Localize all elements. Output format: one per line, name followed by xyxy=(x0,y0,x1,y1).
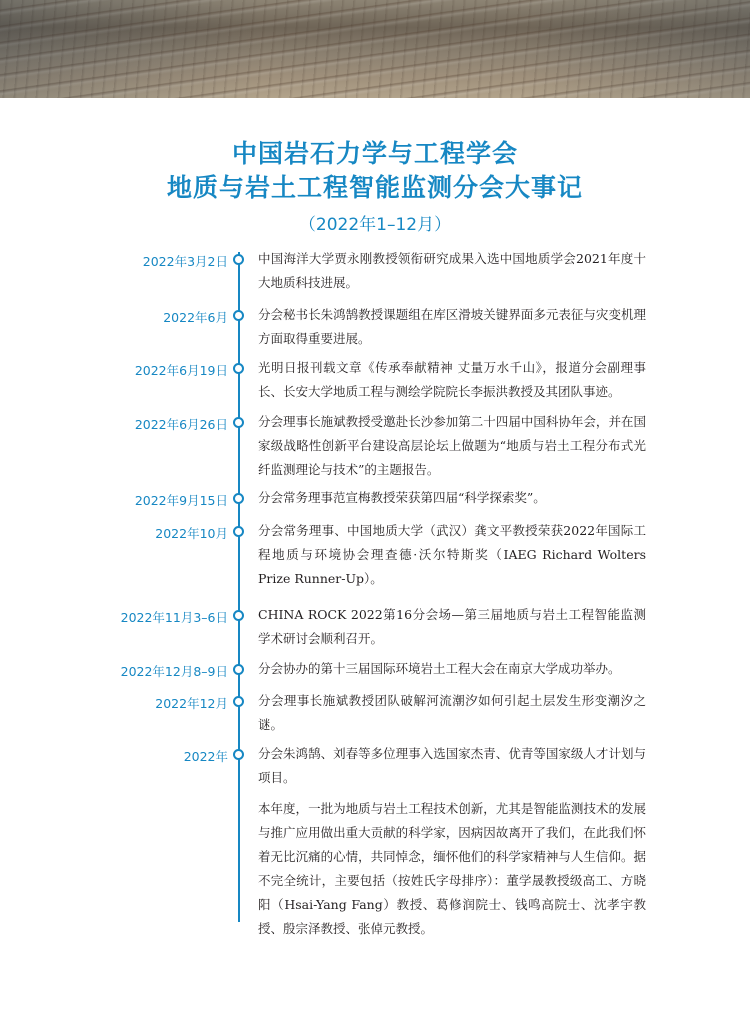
timeline-dot-icon xyxy=(233,310,244,321)
timeline-axis xyxy=(238,252,240,922)
entry-text: CHINA ROCK 2022第16分会场—第三届地质与岩土工程智能监测学术研讨会顺利召开。 xyxy=(258,607,646,646)
entry-text: 分会协办的第十三届国际环境岩土工程大会在南京大学成功举办。 xyxy=(258,661,621,676)
entry-date: 2022年3月2日 xyxy=(142,254,228,269)
entry-date: 2022年 xyxy=(183,749,228,764)
closing-paragraph: 本年度，一批为地质与岩土工程技术创新，尤其是智能监测技术的发展与推广应用做出重大贡献的科学家，因病因故离开了我们，在此我们怀着无比沉痛的心情，共同悼念，缅怀他们的科学家精神与人生信仰。据不完全统计，主要包括（按姓氏字母排序）：董学晟教授级高工、方晓阳（Hsai-Yang Fang）教授、葛修润院士、钱鸣高院士、沈孝宇教授、殷宗泽教授、张倬元教授。 xyxy=(258,801,646,936)
timeline-dot-icon xyxy=(233,526,244,537)
page-subtitle: 地质与岩土工程智能监测分会大事记 xyxy=(166,173,583,202)
timeline-dot-icon xyxy=(233,417,244,428)
timeline-dot-icon xyxy=(233,749,244,760)
header-banner-overlay xyxy=(0,0,750,98)
entry-text: 分会朱鸿鹄、刘春等多位理事入选国家杰青、优青等国家级人才计划与项目。 xyxy=(258,746,646,785)
entry-text: 光明日报刊载文章《传承奉献精神 丈量万水千山》，报道分会副理事长、长安大学地质工程与测绘学院院长李振洪教授及其团队事迹。 xyxy=(258,360,646,399)
entry-date: 2022年6月19日 xyxy=(134,363,228,378)
entry-date: 2022年11月3–6日 xyxy=(120,610,228,625)
entry-text: 分会常务理事、中国地质大学（武汉）龚文平教授荣获2022年国际工程地质与环境协会理查德·沃尔特斯奖（IAEG Richard Wolters Prize Runner-Up）。 xyxy=(258,523,646,586)
entry-date: 2022年10月 xyxy=(155,526,228,541)
timeline-dot-icon xyxy=(233,696,244,707)
page-title: 中国岩石力学与工程学会 xyxy=(231,139,518,168)
entry-text: 分会秘书长朱鸿鹄教授课题组在库区滑坡关键界面多元表征与灾变机理方面取得重要进展。 xyxy=(258,307,646,346)
timeline-dot-icon xyxy=(233,610,244,621)
entry-date: 2022年12月 xyxy=(155,696,228,711)
timeline-dot-icon xyxy=(233,254,244,265)
entry-text: 分会理事长施斌教授团队破解河流潮汐如何引起土层发生形变潮汐之谜。 xyxy=(258,693,646,732)
entry-text: 分会理事长施斌教授受邀赴长沙参加第二十四届中国科协年会，并在国家级战略性创新平台建设高层论坛上做题为“地质与岩土工程分布式光纤监测理论与技术”的主题报告。 xyxy=(258,414,646,477)
entry-date: 2022年12月8–9日 xyxy=(120,664,228,679)
entry-text: 分会常务理事范宣梅教授荣获第四届“科学探索奖”。 xyxy=(258,490,546,505)
period-label: （2022年1–12月） xyxy=(298,215,452,235)
timeline-dot-icon xyxy=(233,493,244,504)
timeline-dot-icon xyxy=(233,363,244,374)
timeline-dot-icon xyxy=(233,664,244,675)
entry-date: 2022年6月26日 xyxy=(134,417,228,432)
entry-date: 2022年9月15日 xyxy=(134,493,228,508)
entry-text: 中国海洋大学贾永刚教授领衔研究成果入选中国地质学会2021年度十大地质科技进展。 xyxy=(258,251,646,290)
entry-date: 2022年6月 xyxy=(163,310,228,325)
